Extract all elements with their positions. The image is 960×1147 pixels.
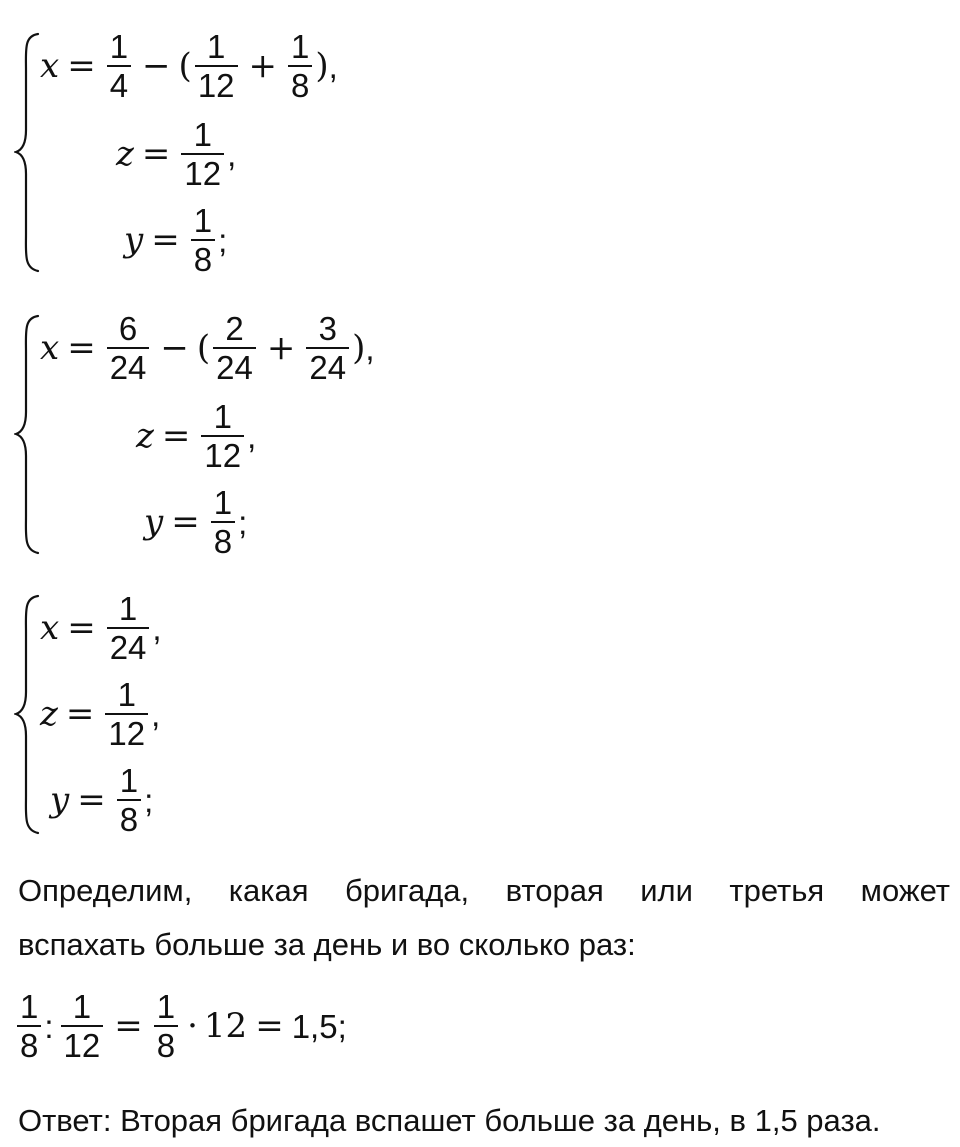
equation-x: x = $\frac{1}{4}$ − ( $\frac{1}{12}$ + $\frac{1}{8}$ ) , (40, 28, 338, 104)
equation-x: x = $\frac{1}{24}$ , (40, 590, 162, 666)
equation-z: z = $\frac{1}{12}$ , (40, 676, 161, 752)
fraction: $\frac{1}{12}$ (105, 678, 148, 750)
paragraph-line-2: вспахать больше за день и во сколько раз: (18, 927, 636, 962)
equation-z: z = $\frac{1}{12}$ , (116, 116, 237, 192)
calculation: $\frac{1}{8}$ : $\frac{1}{12}$ = $\frac{1}{8}$ · 12 = 1,5 ; (14, 990, 347, 1062)
fraction: $\frac{1}{24}$ (107, 592, 150, 664)
fraction: $\frac{1}{12}$ (61, 990, 104, 1062)
fraction: $\frac{1}{8}$ (191, 204, 215, 276)
fraction: $\frac{1}{8}$ (17, 990, 41, 1062)
equation-y: y = $\frac{1}{8}$ ; (50, 762, 154, 838)
fraction: $\frac{1}{12}$ (181, 118, 224, 190)
equation-y: y = $\frac{1}{8}$ ; (144, 484, 248, 560)
equation-z: z = $\frac{1}{12}$ , (136, 398, 257, 474)
fraction: $\frac{1}{12}$ (195, 30, 238, 102)
fraction: $\frac{1}{4}$ (107, 30, 131, 102)
result: 1,5 (291, 1007, 338, 1045)
paragraph-line-1: Определим, какая бригада, вторая или третья может (18, 873, 950, 908)
answer-line: Ответ: Вторая бригада вспашет больше за день, в 1,5 раза. (18, 1103, 881, 1138)
equation-y: y = $\frac{1}{8}$ ; (124, 202, 228, 278)
fraction: $\frac{6}{24}$ (107, 312, 150, 384)
equation-x: x = $\frac{6}{24}$ − ( $\frac{2}{24}$ + $\frac{3}{24}$ ) , (40, 310, 375, 386)
fraction: $\frac{2}{24}$ (213, 312, 256, 384)
fraction: $\frac{1}{8}$ (117, 764, 141, 836)
fraction: $\frac{1}{12}$ (201, 400, 244, 472)
fraction: $\frac{1}{8}$ (154, 990, 178, 1062)
fraction: $\frac{1}{8}$ (288, 30, 312, 102)
fraction: $\frac{3}{24}$ (306, 312, 349, 384)
fraction: $\frac{1}{8}$ (211, 486, 235, 558)
factor: 12 (203, 1006, 248, 1046)
